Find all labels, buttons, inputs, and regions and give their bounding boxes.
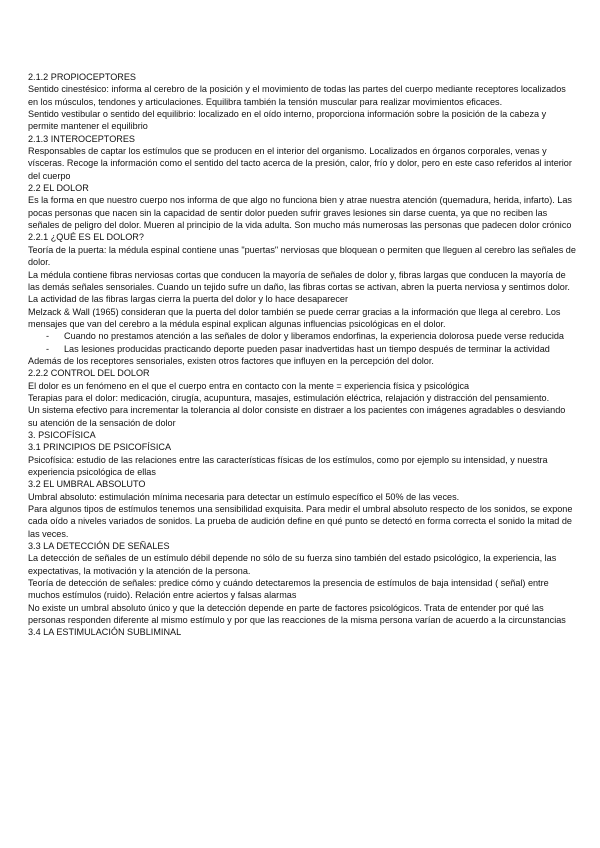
paragraph: La médula contiene fibras nerviosas cortas que conducen la mayoría de señales de dolor y, fibras largas que conducen la mayoría de las demás señales sensoriales. Cuando un tejido sufre un daño, las fibras cortas se activan, abren la puerta nerviosa y sentimos dolor. La actividad de las fibras largas cierra la puerta del dolor y lo hace desaparecer — [28, 269, 570, 305]
paragraph: Teoría de detección de señales: predice cómo y cuándo detectaremos la presencia de estímulos de baja intensidad ( señal) entre muchos estímulos (ruido). Relación entre aciertos y falsas alarmas — [28, 578, 549, 601]
paragraph: Además de los receptores sensoriales, existen otros factores que influyen en la percepción del dolor. — [28, 355, 434, 366]
paragraph: Psicofísica: estudio de las relaciones entre las características físicas de los estímulos, como por ejemplo su intensidad, y nuestra experiencia psicológica de ellas — [28, 454, 548, 477]
bullet-dash: - — [46, 331, 50, 342]
section-heading: 3.3 LA DETECCIÓN DE SEÑALES — [28, 541, 170, 552]
paragraph: Teoría de la puerta: la médula espinal contiene unas "puertas" nerviosas que bloquean o permiten que lleguen al cerebro las señales de dolor. — [28, 244, 576, 268]
list-item-text: Cuando no prestamos atención a las señales de dolor y liberamos endorfinas, la experiencia dolorosa puede verse reducida — [64, 331, 564, 342]
section-heading: 2.1.3 INTEROCEPTORES — [28, 133, 135, 144]
paragraph: Melzack & Wall (1965) consideran que la puerta del dolor también se puede cerrar gracias a la información que llega al cerebro. Los mensajes que van del cerebro a la médula espinal explican algunas influencias psicológicas en el dolor. — [28, 306, 561, 329]
paragraph: Terapias para el dolor: medicación, cirugía, acupuntura, masajes, estimulación eléctrica, relajación y distracción del pensamiento. — [28, 392, 550, 403]
paragraph: La detección de señales de un estímulo débil depende no sólo de su fuerza sino también del estado psicológico, la experiencia, las expectativas, la motivación y la atención de la persona. — [28, 553, 557, 576]
section-heading: 3.1 PRINCIPIOS DE PSICOFÍSICA — [28, 442, 172, 453]
section-heading: 3.2 EL UMBRAL ABSOLUTO — [28, 479, 146, 490]
paragraph: Sentido vestibular o sentido del equilibrio: localizado en el oído interno, proporciona información sobre la posición de la cabeza y permite mantener el equilibrio — [28, 109, 547, 132]
bullet-dash: - — [46, 343, 50, 354]
section-heading: 3.4 LA ESTIMULACIÓN SUBLIMINAL — [28, 627, 182, 638]
paragraph: Sentido cinestésico: informa al cerebro de la posición y el movimiento de todas las partes del cuerpo mediante receptores localizados en los músculos, tendones y articulaciones. Equilibra también la tensión muscular para realizar movimientos eficaces. — [28, 84, 566, 107]
paragraph: No existe un umbral absoluto único y que la detección depende en parte de factores psicológicos. Trata de entender por qué las personas responden diferente al mismo estímulo y por que las reacciones de la misma persona varían de acuerdo a la circunstancias — [28, 602, 566, 626]
section-heading: 3. PSICOFÍSICA — [28, 429, 96, 440]
paragraph: Responsables de captar los estímulos que se producen en el interior del organismo. Localizados en órganos corporales, venas y vísceras. Recoge la información como el sentido del tacto acerca de la presión, calor, frío y dolor, pero en este caso referidos al interior del cuerpo — [28, 146, 572, 181]
section-heading: 2.2.1 ¿QUÉ ES EL DOLOR? — [28, 232, 144, 243]
paragraph: Umbral absoluto: estimulación mínima necesaria para detectar un estímulo específico el 50% de las veces. — [28, 491, 460, 502]
list-item — [28, 330, 576, 342]
paragraph: Un sistema efectivo para incrementar la tolerancia al dolor consiste en distraer a los pacientes con imágenes agradables o desviando su atención de la sensación de dolor — [28, 405, 566, 428]
list-item-text: Las lesiones producidas practicando deporte pueden pasar inadvertidas hast un tiempo después de terminar la actividad — [64, 343, 550, 354]
list-item — [28, 343, 576, 355]
section-heading: 2.2.2 CONTROL DEL DOLOR — [28, 368, 150, 379]
paragraph: El dolor es un fenómeno en el que el cuerpo entra en contacto con la mente = experiencia física y psicológica — [28, 380, 470, 391]
section-heading: 2.2 EL DOLOR — [28, 183, 89, 194]
paragraph: Es la forma en que nuestro cuerpo nos informa de que algo no funciona bien y atrae nuestra atención (quemadura, herida, infarto). Las pocas personas que nacen sin la capacidad de sentir dolor pueden sufrir graves lesiones sin darse cuenta, ya que no reciben las señales de peligro del dolor. Mueren al principio de la vida adulta. Son mucho más numerosas las personas que padecen dolor crónico — [28, 195, 572, 231]
section-heading: 2.1.2 PROPIOCEPTORES — [28, 72, 136, 82]
paragraph: Para algunos tipos de estímulos tenemos una sensibilidad exquisita. Para medir el umbral absoluto respecto de los sonidos, se expone cada oído a niveles variados de sonidos. La prueba de audición define en qué punto se detectó en forma correcta el sonido la mitad de las veces. — [28, 504, 573, 539]
document-body — [28, 71, 576, 639]
bullet-list — [28, 330, 576, 355]
